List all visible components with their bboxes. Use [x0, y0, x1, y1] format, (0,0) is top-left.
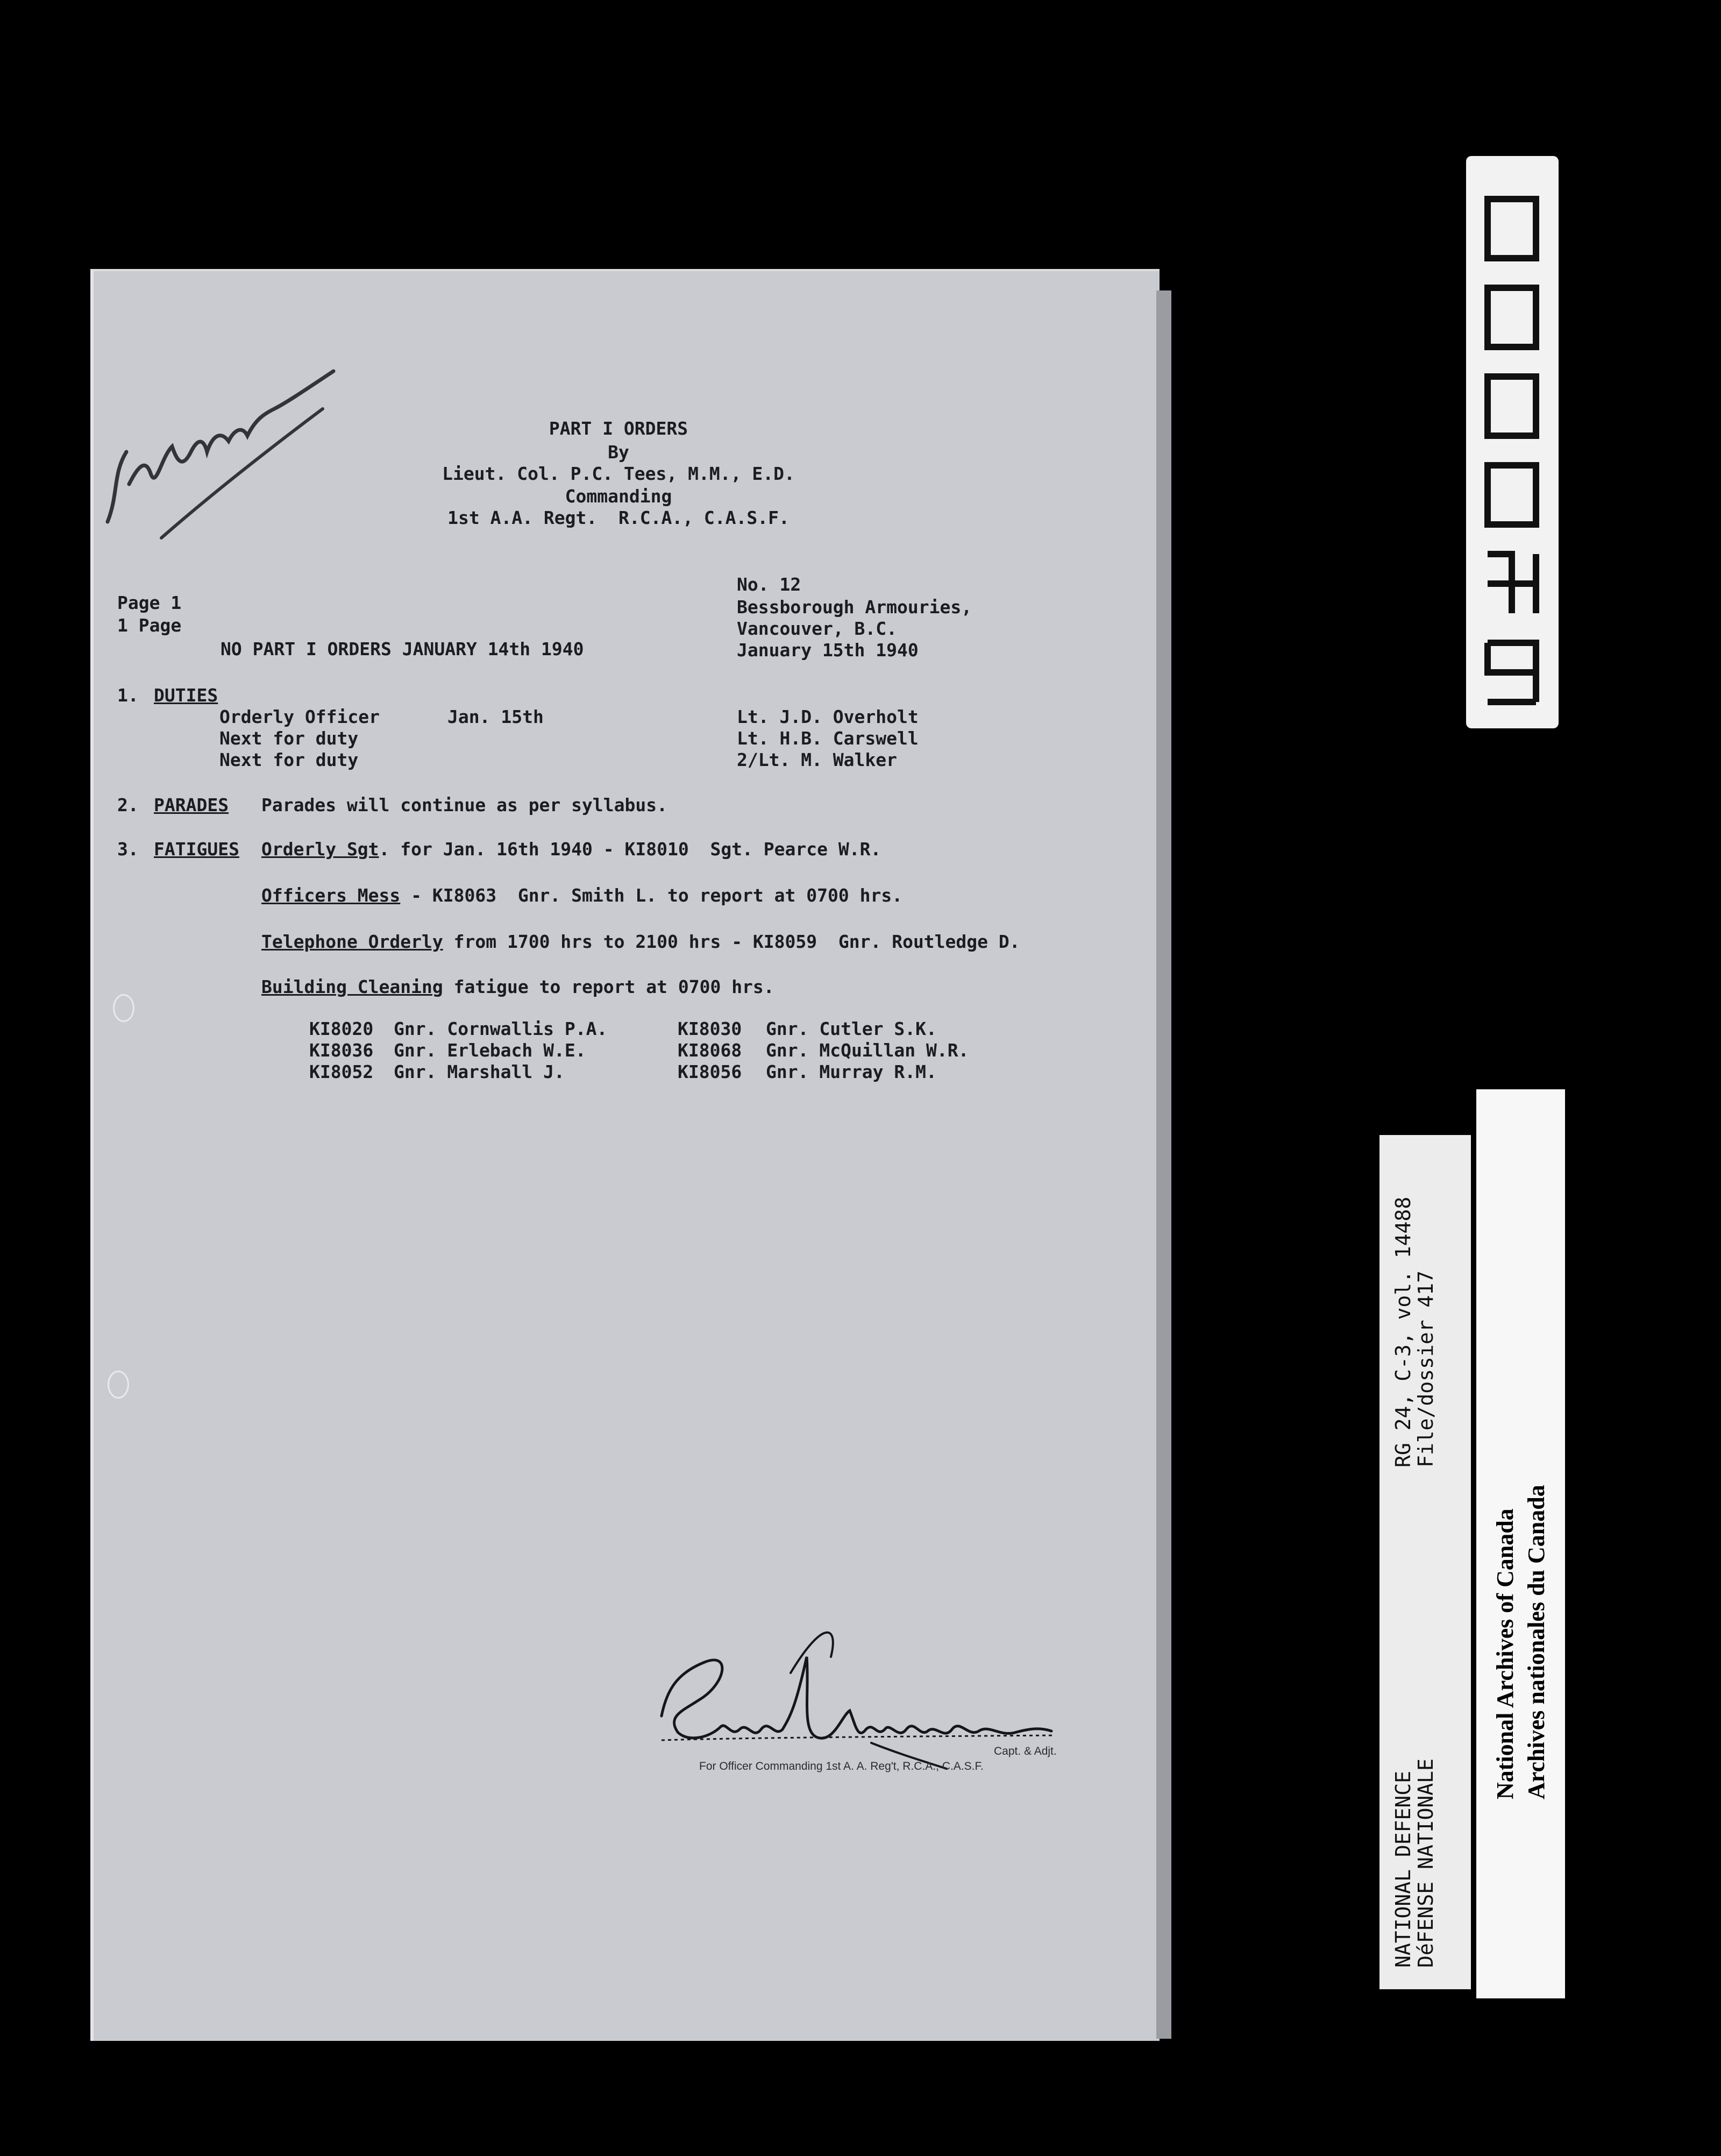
sheet-edge [1156, 290, 1171, 2039]
parades-heading: PARADES [154, 795, 229, 815]
personnel-name: Gnr. Cutler S.K. [766, 1018, 937, 1039]
personnel-name: Gnr. Erlebach W.E. [394, 1040, 586, 1061]
fatigues-heading: FATIGUES [154, 839, 239, 860]
archives-name-en: National Archives of Canada [1492, 1508, 1518, 1799]
duty-row-label: Next for duty [219, 749, 359, 770]
personnel-number: KI8030 [678, 1018, 742, 1039]
fatigue-line-rest: . for Jan. 16th 1940 - KI8010 Sgt. Pearce W.R. [379, 839, 881, 860]
parades-text: Parades will continue as per syllabus. [261, 795, 667, 815]
personnel-number: KI8068 [678, 1040, 742, 1061]
duty-row-label: Orderly Officer [219, 706, 380, 727]
fatigue-line-lead: Officers Mess [261, 885, 401, 906]
order-date: January 15th 1940 [737, 640, 919, 661]
duty-row-date: Jan. 15th [447, 706, 544, 727]
frame-number-stamp [1466, 156, 1559, 728]
fatigue-line [261, 840, 881, 858]
fatigue-line-lead: Orderly Sgt [261, 839, 379, 860]
place-line1: Bessborough Armouries, [737, 597, 972, 618]
reference-dept-fr: DéFENSE NATIONALE [1413, 1758, 1438, 1968]
officer-role: Commanding [565, 486, 672, 507]
punch-hole [108, 1371, 129, 1399]
reference-file: File/dossier 417 [1413, 1270, 1438, 1467]
parades-number: 2. [117, 795, 139, 815]
fatigue-line [261, 886, 902, 904]
fatigue-line-rest: from 1700 hrs to 2100 hrs - KI8059 Gnr. Routledge D. [443, 931, 1020, 952]
fatigue-line [261, 933, 1020, 951]
frame-number-digits [1466, 156, 1559, 728]
personnel-number: KI8036 [309, 1040, 374, 1061]
reference-record-group: RG 24, C-3, vol. 14488 [1391, 1196, 1415, 1467]
orders-title: PART I ORDERS [549, 418, 688, 439]
archives-label [1476, 1089, 1565, 1998]
personnel-name: Gnr. McQuillan W.R. [766, 1040, 969, 1061]
unit-name: 1st A.A. Regt. R.C.A., C.A.S.F. [447, 507, 790, 528]
fatigue-line-rest: - KI8063 Gnr. Smith L. to report at 0700 hrs. [400, 885, 903, 906]
page-count: 1 Page [117, 615, 182, 636]
duties-heading: DUTIES [154, 685, 218, 706]
fatigue-line-lead: Building Cleaning [261, 976, 443, 997]
personnel-name: Gnr. Marshall J. [394, 1061, 565, 1082]
signature-rank: Capt. & Adjt. [994, 1745, 1057, 1757]
duty-row-name: 2/Lt. M. Walker [737, 749, 898, 770]
archives-name-fr: Archives nationales du Canada [1523, 1485, 1549, 1799]
punch-hole [113, 994, 134, 1022]
duties-number: 1. [117, 685, 139, 706]
page-number: Page 1 [117, 592, 182, 613]
personnel-number: KI8020 [309, 1018, 374, 1039]
handwritten-annotation [97, 360, 344, 554]
signature-caption: For Officer Commanding 1st A. A. Reg't, R.C.A., C.A.S.F. [699, 1760, 984, 1772]
reference-dept-en: NATIONAL DEFENCE [1391, 1770, 1415, 1968]
notice-line: NO PART I ORDERS JANUARY 14th 1940 [221, 639, 584, 659]
duty-row-name: Lt. H.B. Carswell [737, 728, 919, 749]
officer-name: Lieut. Col. P.C. Tees, M.M., E.D. [442, 463, 795, 484]
personnel-name: Gnr. Cornwallis P.A. [394, 1018, 608, 1039]
personnel-name: Gnr. Murray R.M. [766, 1061, 937, 1082]
personnel-number: KI8052 [309, 1061, 374, 1082]
orders-by: By [608, 442, 629, 463]
fatigue-line-lead: Telephone Orderly [261, 931, 443, 952]
fatigues-number: 3. [117, 839, 139, 860]
duty-row-label: Next for duty [219, 728, 359, 749]
personnel-number: KI8056 [678, 1061, 742, 1082]
fatigue-line [261, 978, 774, 996]
fatigue-line-rest: fatigue to report at 0700 hrs. [443, 976, 774, 997]
order-number: No. 12 [737, 574, 801, 595]
duty-row-name: Lt. J.D. Overholt [737, 706, 919, 727]
place-line2: Vancouver, B.C. [737, 618, 898, 639]
reference-label [1379, 1135, 1471, 1989]
